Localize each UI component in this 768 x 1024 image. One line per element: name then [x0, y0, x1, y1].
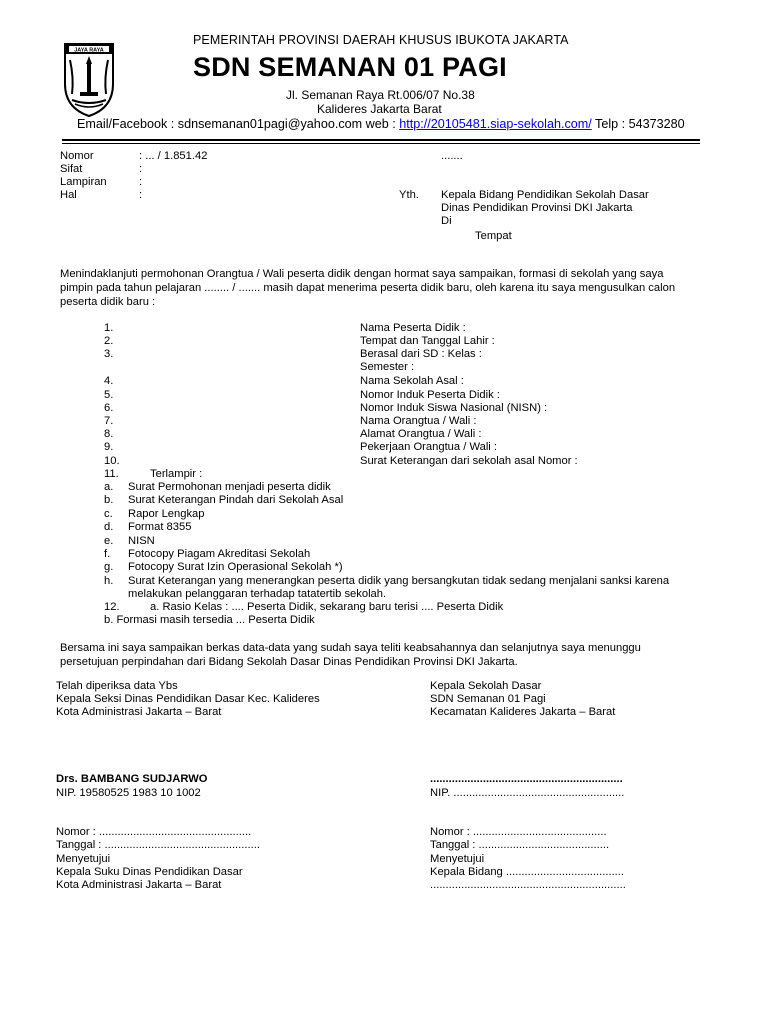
sign-right-line-3: Kecamatan Kalideres Jakarta – Barat — [430, 706, 616, 718]
field-num: 9. — [104, 441, 114, 453]
approval-right-menyetujui: Menyetujui — [430, 853, 485, 865]
contact-line — [77, 117, 685, 131]
attachment-letter: g. — [104, 561, 114, 573]
attachment-letter: h. — [104, 575, 114, 587]
nomor-value: : ... / 1.851.42 — [139, 150, 208, 162]
field-num: 6. — [104, 402, 114, 414]
approval-left-nomor: Nomor : ................................................. — [56, 826, 252, 838]
sifat-colon: : — [139, 163, 143, 175]
field-label: Semester : — [360, 361, 415, 373]
field-num: 2. — [104, 335, 114, 347]
jakarta-emblem-logo — [60, 38, 118, 118]
address-line-2: Kalideres Jakarta Barat — [317, 102, 442, 116]
item12-num: 12. — [104, 601, 120, 613]
sign-left-name: Drs. BAMBANG SUDJARWO — [56, 773, 208, 785]
attachment-item-continued: melakukan pelanggaran terhadap tatatertib sekolah. — [128, 588, 387, 600]
field-num: 3. — [104, 348, 114, 360]
sign-right-line-1: Kepala Sekolah Dasar — [430, 680, 542, 692]
sign-right-line-2: SDN Semanan 01 Pagi — [430, 693, 546, 705]
closing-line-1: Bersama ini saya sampaikan berkas data-data yang sudah saya teliti keabsahannya dan selanjutnya saya menunggu — [60, 642, 641, 654]
attachment-letter: b. — [104, 494, 114, 506]
school-name: SDN SEMANAN 01 PAGI — [193, 52, 507, 82]
approval-right-office-1: Kepala Bidang ...................................... — [430, 866, 625, 878]
field-label: Alamat Orangtua / Wali : — [360, 428, 482, 440]
field-label: Pekerjaan Orangtua / Wali : — [360, 441, 498, 453]
attachment-letter: a. — [104, 481, 114, 493]
sign-left-line-2: Kepala Seksi Dinas Pendidikan Dasar Kec. Kalideres — [56, 693, 320, 705]
nomor-label: Nomor — [60, 150, 94, 162]
sign-right-nip: NIP. ....................................................... — [430, 787, 625, 799]
attachment-letter: c. — [104, 508, 113, 520]
item12-ratio: a. Rasio Kelas : .... Peserta Didik, sekarang baru terisi .... Peserta Didik — [150, 601, 504, 613]
attachment-item: NISN — [128, 535, 155, 547]
sign-left-nip: NIP. 19580525 1983 10 1002 — [56, 787, 201, 799]
field-num: 10. — [104, 455, 120, 467]
attachment-letter: e. — [104, 535, 114, 547]
attachment-letter: d. — [104, 521, 114, 533]
intro-line-2: pimpin pada tahun pelajaran ........ / ....... masih dapat menerima peserta didik baru, oleh karena itu saya mengusulkan calon — [60, 282, 676, 294]
approval-left-tanggal: Tanggal : .................................................. — [56, 839, 260, 851]
closing-line-2: persetujuan perpindahan dari Bidang Sekolah Dasar Dinas Pendidikan Provinsi DKI Jakarta. — [60, 656, 518, 668]
lampiran-label: Lampiran — [60, 176, 107, 188]
intro-line-3: peserta didik baru : — [60, 296, 156, 308]
attachment-item: Surat Permohonan menjadi peserta didik — [128, 481, 331, 493]
field-label: Nomor Induk Peserta Didik : — [360, 389, 500, 401]
addressee-line-1: Kepala Bidang Pendidikan Sekolah Dasar — [441, 189, 649, 201]
item12-formation: b. Formasi masih tersedia ... Peserta Didik — [104, 614, 315, 626]
addressee-line-2: Dinas Pendidikan Provinsi DKI Jakarta — [441, 202, 633, 214]
field-label: Nama Peserta Didik : — [360, 322, 466, 334]
field-num: 4. — [104, 375, 114, 387]
attachment-item: Format 8355 — [128, 521, 192, 533]
addressee-line-4: Tempat — [475, 230, 512, 242]
address-line-1: Jl. Semanan Raya Rt.006/07 No.38 — [286, 88, 475, 102]
field-label: Tempat dan Tanggal Lahir : — [360, 335, 495, 347]
logo-text: JAYA RAYA — [74, 47, 104, 54]
field-label: Nama Orangtua / Wali : — [360, 415, 477, 427]
contact-email: Email/Facebook : sdnsemanan01pagi@yahoo.com web : — [77, 117, 400, 131]
hal-label: Hal — [60, 189, 77, 201]
sifat-label: Sifat — [60, 163, 83, 175]
field-label: Nama Sekolah Asal : — [360, 375, 464, 387]
attachment-item: Rapor Lengkap — [128, 508, 205, 520]
government-line: PEMERINTAH PROVINSI DAERAH KHUSUS IBUKOTA JAKARTA — [193, 33, 569, 47]
attachment-item: Fotocopy Surat Izin Operasional Sekolah *) — [128, 561, 343, 573]
letterhead-rule-thin — [62, 143, 700, 144]
contact-phone: Telp : 54373280 — [591, 117, 685, 131]
attachment-letter: f. — [104, 548, 111, 560]
emblem-icon — [60, 38, 118, 118]
intro-line-1: Menindaklanjuti permohonan Orangtua / Wali peserta didik dengan hormat saya sampaikan, formasi di sekolah yang saya — [60, 268, 664, 280]
attachments-header: Terlampir : — [150, 468, 203, 480]
sign-left-line-1: Telah diperiksa data Ybs — [56, 680, 178, 692]
field-num: 8. — [104, 428, 114, 440]
field-label: Surat Keterangan dari sekolah asal Nomor : — [360, 455, 578, 467]
yth-label: Yth. — [399, 189, 419, 201]
field-num: 1. — [104, 322, 114, 334]
sign-left-line-3: Kota Administrasi Jakarta – Barat — [56, 706, 222, 718]
approval-left-office-1: Kepala Suku Dinas Pendidikan Dasar — [56, 866, 243, 878]
attachment-item: Surat Keterangan Pindah dari Sekolah Asal — [128, 494, 344, 506]
approval-left-menyetujui: Menyetujui — [56, 853, 111, 865]
hal-colon: : — [139, 189, 143, 201]
letterhead-rule-thick — [62, 139, 700, 141]
approval-right-office-2: ............................................................... — [430, 879, 626, 891]
field-label: Berasal dari SD : Kelas : — [360, 348, 482, 360]
sign-right-name: .............................................................. — [430, 773, 623, 785]
lampiran-colon: : — [139, 176, 143, 188]
attachments-num: 11. — [104, 468, 119, 480]
addressee-line-3: Di — [441, 215, 452, 227]
attachment-item: Fotocopy Piagam Akreditasi Sekolah — [128, 548, 311, 560]
field-num: 5. — [104, 389, 114, 401]
approval-right-tanggal: Tanggal : .......................................... — [430, 839, 610, 851]
web-link[interactable]: http://20105481.siap-sekolah.com/ — [399, 117, 592, 131]
approval-right-nomor: Nomor : ........................................... — [430, 826, 607, 838]
approval-left-office-2: Kota Administrasi Jakarta – Barat — [56, 879, 222, 891]
field-num: 7. — [104, 415, 114, 427]
attachment-item: Surat Keterangan yang menerangkan peserta didik yang bersangkutan tidak sedang menjalani sanksi karena — [128, 575, 670, 587]
date-placeholder: ....... — [441, 150, 463, 162]
field-label: Nomor Induk Siswa Nasional (NISN) : — [360, 402, 548, 414]
